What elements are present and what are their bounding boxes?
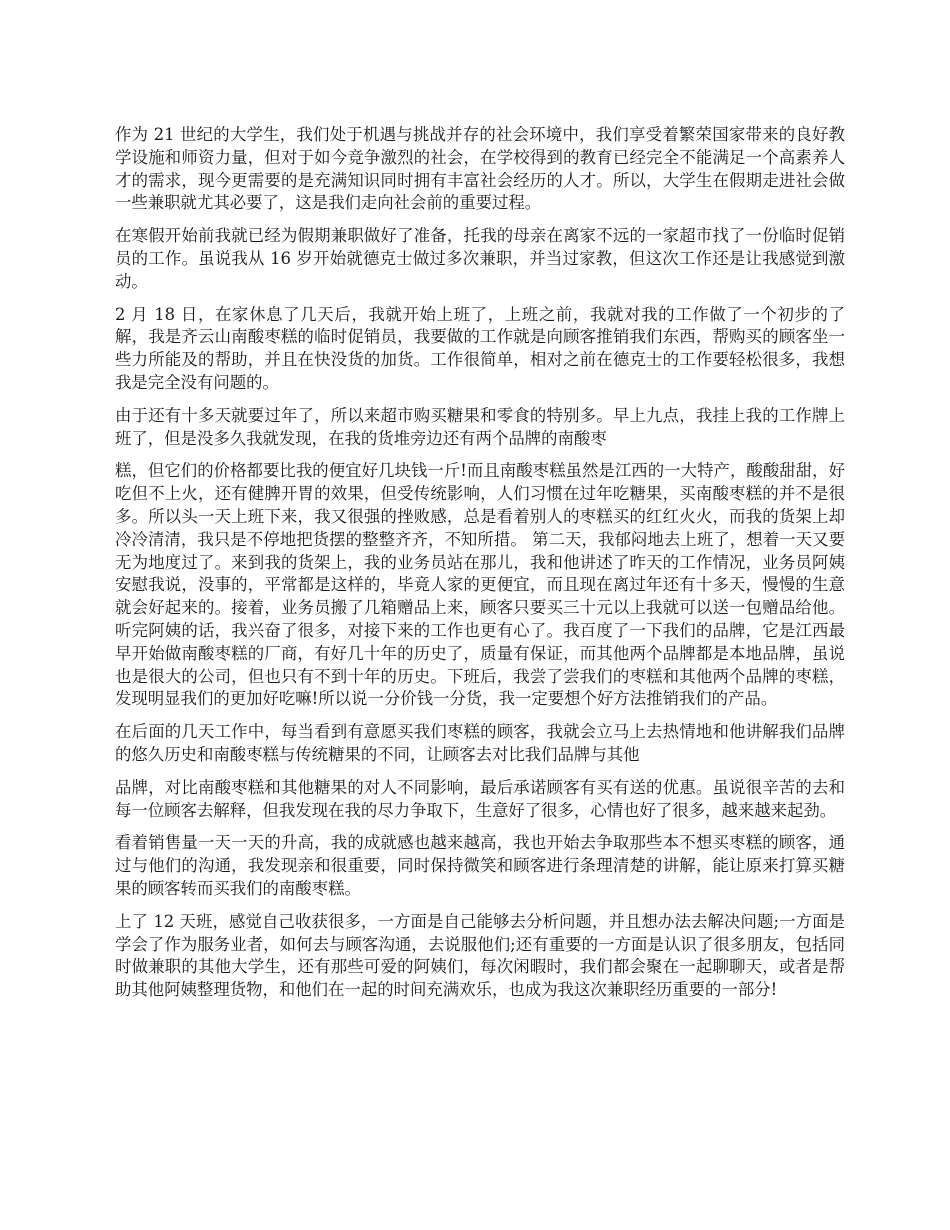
- paragraph-intro: 作为 21 世纪的大学生，我们处于机遇与挑战并存的社会环境中，我们享受着繁荣国家带来的良好教学设施和师资力量，但对于如今竞争激烈的社会，在学校得到的教育已经完全不能满足一个高素养人才的需求，现今更需要的是充满知识同时拥有丰富社会经历的人才。所以，大学生在假期走进社会做一些兼职就尤其必要了，这是我们走向社会前的重要过程。: [115, 125, 845, 213]
- paragraph-persuasion: 品牌，对比南酸枣糕和其他糖果的对人不同影响，最后承诺顾客有买有送的优惠。虽说很辛苦的去和每一位顾客去解释，但我发现在我的尽力争取下，生意好了很多，心情也好了很多，越来越来起劲。: [115, 777, 845, 820]
- paragraph-conclusion: 上了 12 天班，感觉自己收获很多，一方面是自己能够去分析问题，并且想办法去解决问题;一方面是学会了作为服务业者，如何去与顾客沟通，去说服他们;还有重要的一方面是认识了很多朋友，包括同时做兼职的其他大学生，还有那些可爱的阿姨们，每次闲暇时，我们都会聚在一起聊聊天，或者是帮助其他阿姨整理货物，和他们在一起的时间充满欢乐，也成为我这次兼职经历重要的一部分!: [115, 911, 845, 1000]
- paragraph-second-day: 糕，但它们的价格都要比我的便宜好几块钱一斤!而且南酸枣糕虽然是江西的一大特产，酸酸甜甜，好吃但不上火，还有健脾开胃的效果，但受传统影响，人们习惯在过年吃糖果，买南酸枣糕的并不是很多。所以头一天上班下来，我又很强的挫败感，总是看着别人的枣糕买的红红火火，而我的货架上却冷冷清清，我只是不停地把货摆的整整齐齐，不知所措。 第二天，我郁闷地去上班了，想着一天又要无为地度过了。来到我的货架上，我的业务员站在那儿，我和他讲述了昨天的工作情况，业务员阿姨安慰我说，没事的，平常都是这样的，毕竟人家的更便宜，而且现在离过年还有十多天，慢慢的生意就会好起来的。接着，业务员搬了几箱赠品上来，顾客只要买三十元以上我就可以送一包赠品给他。听完阿姨的话，我兴奋了很多，对接下来的工作也更有心了。我百度了一下我们的品牌，它是江西最早开始做南酸枣糕的厂商，有好几十年的历史了，质量有保证，而其他两个品牌都是本地品牌，虽说也是很大的公司，但也只有不到十年的历史。下班后，我尝了尝我们的枣糕和其他两个品牌的枣糕，发现明显我们的更加好吃嘛!所以说一分价钱一分货，我一定要想个好方法推销我们的产品。: [115, 461, 845, 709]
- paragraph-first-day: 2 月 18 日，在家休息了几天后，我就开始上班了，上班之前，我就对我的工作做了一个初步的了解，我是齐云山南酸枣糕的临时促销员，我要做的工作就是向顾客推销我们东西，帮购买的顾客坐一些力所能及的帮助，并且在快没货的加货。工作很简单，相对之前在德克士的工作要轻松很多，我想我是完全没有问题的。: [115, 304, 845, 392]
- document-body: [115, 124, 845, 1012]
- paragraph-sales-growth: 看着销售量一天一天的升高，我的成就感也越来越高，我也开始去争取那些本不想买枣糕的顾客，通过与他们的沟通，我发现亲和很重要，同时保持微笑和顾客进行条理清楚的讲解，能让原来打算买糖果的顾客转而买我们的南酸枣糕。: [115, 833, 845, 898]
- paragraph-competition: 由于还有十多天就要过年了，所以来超市购买糖果和零食的特别多。早上九点，我挂上我的工作牌上班了，但是没多久我就发现，在我的货堆旁边还有两个品牌的南酸枣: [115, 405, 845, 448]
- paragraph-following-days: 在后面的几天工作中，每当看到有意愿买我们枣糕的顾客，我就会立马上去热情地和他讲解我们品牌的悠久历史和南酸枣糕与传统糖果的不同，让顾客去对比我们品牌与其他: [115, 722, 845, 764]
- paragraph-preparation: 在寒假开始前我就已经为假期兼职做好了准备，托我的母亲在离家不远的一家超市找了一份临时促销员的工作。虽说我从 16 岁开始就德克士做过多次兼职，并当过家教，但这次工作还是让我感觉到激动。: [115, 226, 845, 291]
